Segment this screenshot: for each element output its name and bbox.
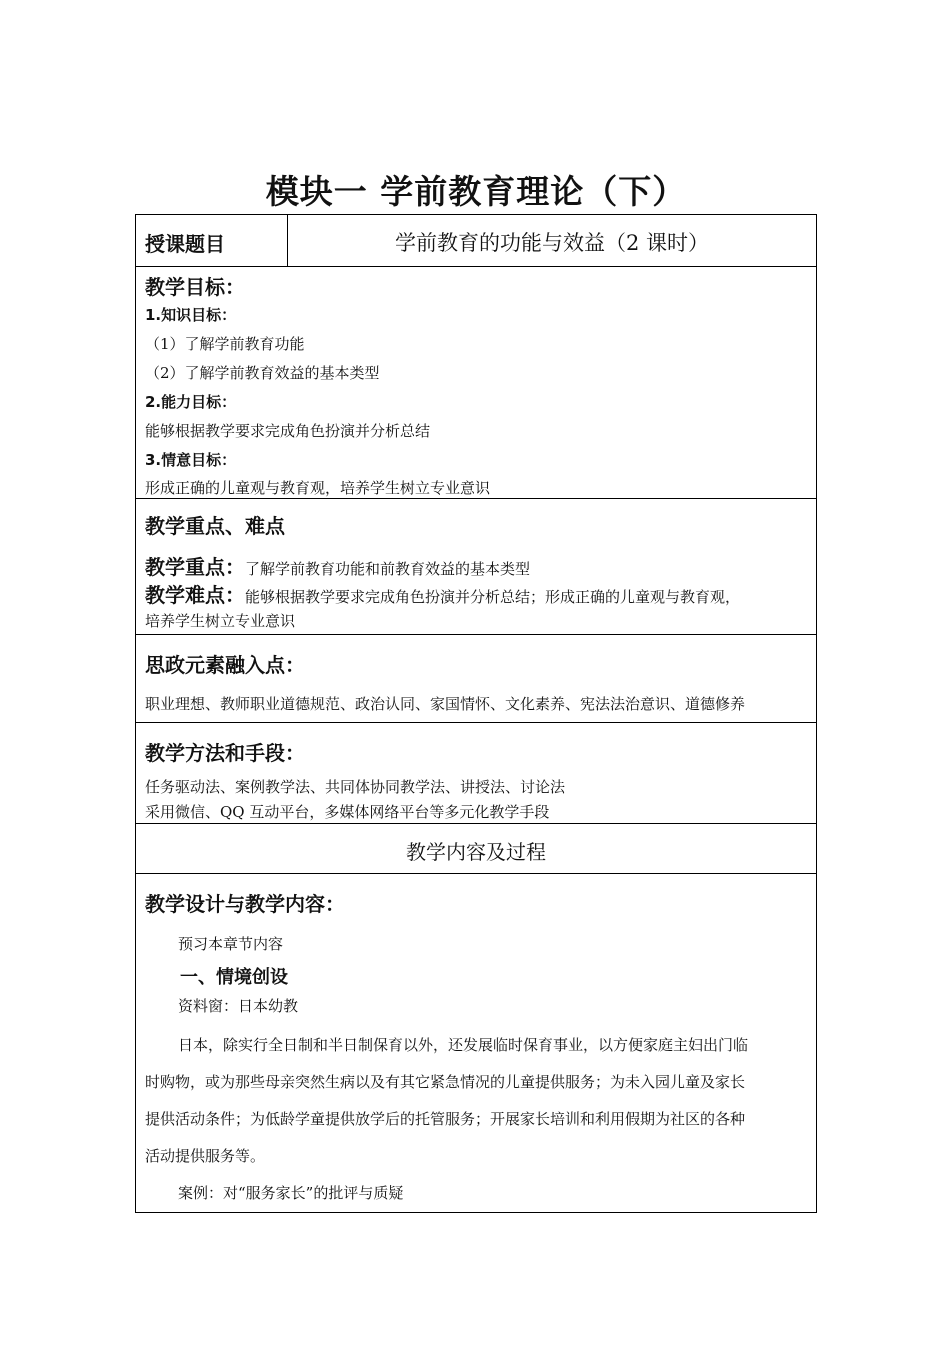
knowledge-label: 1.知识目标： — [145, 306, 237, 324]
topic-label: 授课题目 — [145, 232, 225, 256]
focus-line — [145, 551, 530, 580]
paragraph-line-1: 日本，除实行全日制和半日制保育以外，还发展临时保育事业，以方便家庭主妇出门临 — [178, 1036, 749, 1054]
topic-value: 学前教育的功能与效益（2 课时） — [394, 231, 710, 255]
content-process-heading: 教学内容及过程 — [406, 840, 546, 864]
focus-label: 教学重点： — [145, 555, 245, 579]
paragraph-line-4: 活动提供服务等。 — [145, 1147, 266, 1165]
page-title: 模块一 学前教育理论（下） — [265, 172, 687, 211]
difficulty-label: 教学难点： — [145, 583, 245, 607]
key-points-heading: 教学重点、难点 — [145, 514, 285, 538]
material-text: 资料窗：日本幼教 — [178, 997, 299, 1015]
methods-line-1: 任务驱动法、案例教学法、共同体协同教学法、讲授法、讨论法 — [145, 778, 566, 796]
knowledge-item-1: （1）了解学前教育功能 — [145, 335, 305, 353]
key-points-row — [136, 499, 816, 635]
design-row — [136, 874, 816, 1212]
difficulty-text-continued: 培养学生树立专业意识 — [145, 612, 296, 630]
ability-text: 能够根据教学要求完成角色扮演并分析总结 — [145, 422, 431, 440]
lesson-plan-table — [135, 214, 817, 1213]
topic-row — [136, 215, 816, 267]
emotion-label: 3.情意目标： — [145, 451, 237, 469]
ability-label: 2.能力目标： — [145, 393, 237, 411]
preview-text: 预习本章节内容 — [178, 935, 284, 953]
design-heading: 教学设计与教学内容： — [145, 892, 345, 916]
methods-line-2: 采用微信、QQ 互动平台，多媒体网络平台等多元化教学手段 — [145, 803, 550, 821]
paragraph-line-3: 提供活动条件；为低龄学童提供放学后的托管服务；开展家长培训和利用假期为社区的各种 — [145, 1110, 746, 1128]
ideology-row — [136, 635, 816, 723]
ideology-text: 职业理想、教师职业道德规范、政治认同、家国情怀、文化素养、宪法法治意识、道德修养 — [145, 695, 746, 713]
difficulty-text: 能够根据教学要求完成角色扮演并分析总结；形成正确的儿童观与教育观， — [245, 588, 741, 606]
ideology-heading: 思政元素融入点： — [145, 653, 305, 677]
objectives-row — [136, 267, 816, 499]
content-process-row — [136, 824, 816, 874]
case-text: 案例：对“服务家长”的批评与质疑 — [178, 1184, 404, 1202]
knowledge-item-2: （2）了解学前教育效益的基本类型 — [145, 364, 380, 382]
methods-row — [136, 723, 816, 824]
section-1-heading: 一、情境创设 — [180, 967, 288, 988]
focus-text: 了解学前教育功能和前教育效益的基本类型 — [245, 560, 531, 578]
difficulty-line — [145, 579, 740, 608]
paragraph-line-2: 时购物，或为那些母亲突然生病以及有其它紧急情况的儿童提供服务；为未入园儿童及家长 — [145, 1073, 746, 1091]
objectives-heading: 教学目标： — [145, 275, 245, 299]
methods-heading: 教学方法和手段： — [145, 741, 305, 765]
emotion-text: 形成正确的儿童观与教育观，培养学生树立专业意识 — [145, 479, 491, 497]
